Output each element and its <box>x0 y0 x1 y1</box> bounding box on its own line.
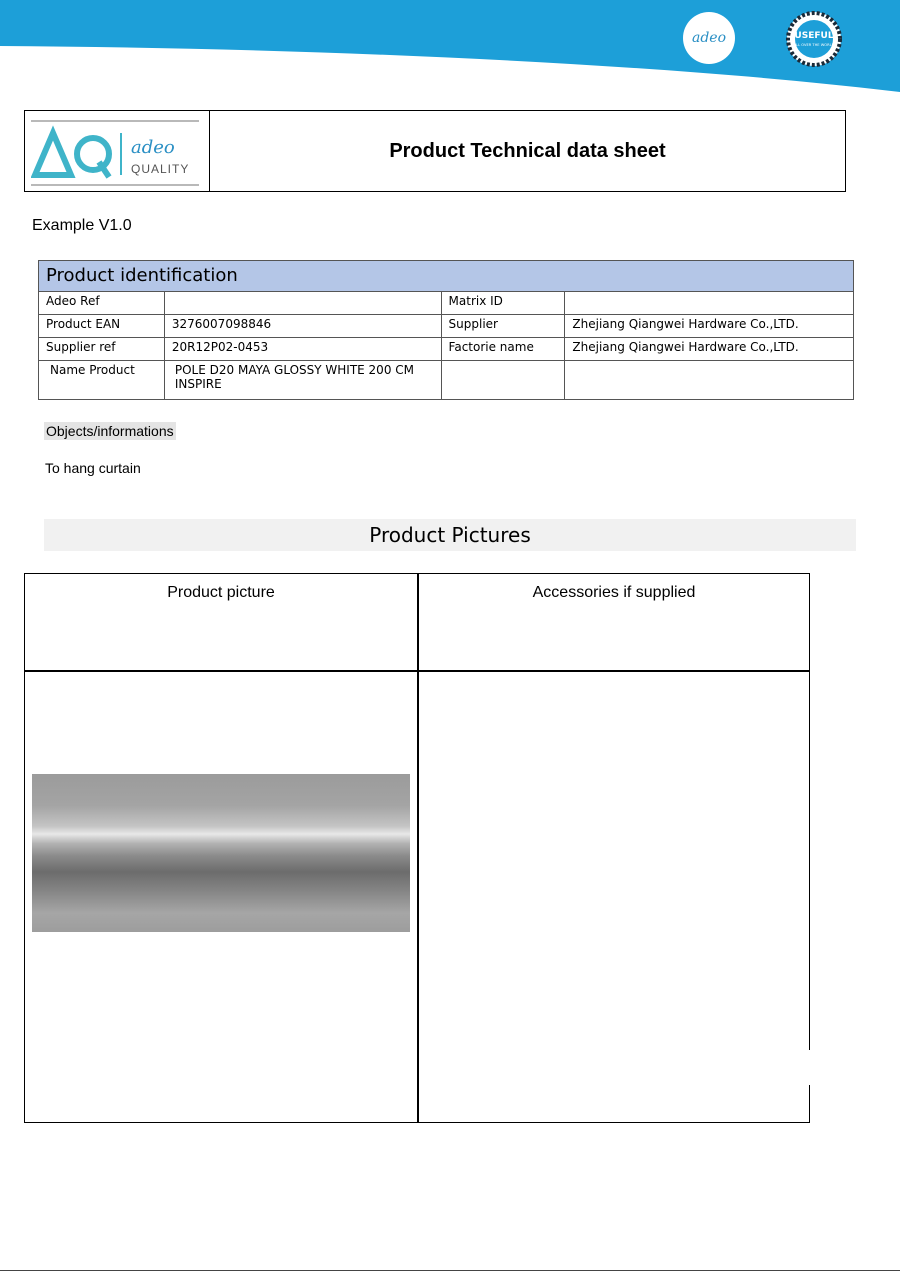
version-label: Example V1.0 <box>32 217 132 234</box>
table-row <box>39 338 854 361</box>
product-photo <box>32 774 410 932</box>
border-gap <box>804 1050 812 1085</box>
svg-text:ALL OVER THE WORLD: ALL OVER THE WORLD <box>793 43 835 47</box>
product-picture-header: Product picture <box>167 584 275 601</box>
field-value <box>565 292 854 315</box>
field-value: Zhejiang Qiangwei Hardware Co.,LTD. <box>565 315 854 338</box>
aq-logo-graphic <box>31 117 201 187</box>
section-title-pictures: Product Pictures <box>44 519 856 551</box>
adeo-quality-logo <box>25 111 210 191</box>
field-value: 3276007098846 <box>164 315 441 338</box>
table-row <box>39 292 854 315</box>
field-value: POLE D20 MAYA GLOSSY WHITE 200 CM INSPIRE <box>164 361 441 400</box>
top-banner <box>0 0 900 100</box>
field-label: Adeo Ref <box>39 292 165 315</box>
field-value <box>164 292 441 315</box>
field-label: Supplier ref <box>39 338 165 361</box>
pictures-table <box>24 573 810 1123</box>
field-value: Zhejiang Qiangwei Hardware Co.,LTD. <box>565 338 854 361</box>
field-value <box>565 361 854 400</box>
field-label: Name Product <box>39 361 165 400</box>
document-title: Product Technical data sheet <box>389 139 666 162</box>
product-identification-table <box>38 260 854 400</box>
svg-text:USEFUL: USEFUL <box>794 31 834 41</box>
adeo-badge-text: adeo <box>691 30 727 46</box>
adeo-badge-logo <box>683 12 735 64</box>
table-row <box>39 361 854 400</box>
header-box <box>24 110 846 192</box>
field-label: Factorie name <box>441 338 565 361</box>
row-divider <box>25 670 809 672</box>
svg-text:QUALITY: QUALITY <box>131 162 190 176</box>
field-label: Matrix ID <box>441 292 565 315</box>
field-value: 20R12P02-0453 <box>164 338 441 361</box>
svg-text:adeo: adeo <box>131 137 175 158</box>
useful-badge-logo <box>782 10 846 68</box>
column-divider <box>417 574 419 1122</box>
objects-text: To hang curtain <box>45 460 141 476</box>
section-title-identification: Product identification <box>39 261 854 292</box>
field-label: Product EAN <box>39 315 165 338</box>
field-label <box>441 361 565 400</box>
page-bottom-edge <box>0 1270 900 1271</box>
field-label: Supplier <box>441 315 565 338</box>
accessories-header: Accessories if supplied <box>532 584 696 601</box>
table-row <box>39 315 854 338</box>
objects-label: Objects/informations <box>46 423 174 439</box>
